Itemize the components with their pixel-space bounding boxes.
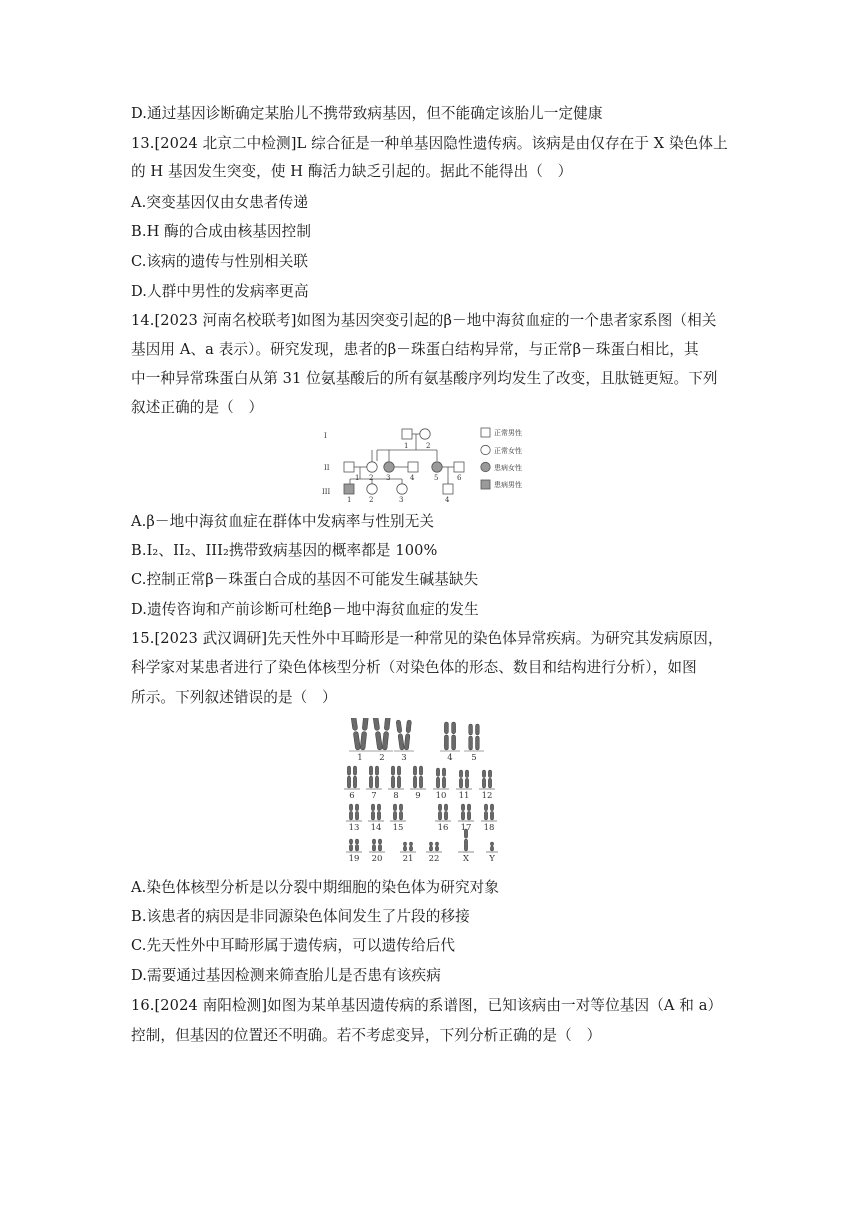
chromosome-number: 15 — [392, 823, 404, 833]
chromosome — [375, 766, 378, 788]
text-line: 控制，但基因的位置还不明确。若不考虑变异，下列分析正确的是（ ） — [131, 1027, 602, 1044]
legend-label: 正常男性 — [494, 429, 522, 437]
question-16-line: 16.[2024 南阳检测]如图为某单基因遗传病的系谱图，已知该病由一对等位基因（A 和 a） — [131, 997, 723, 1014]
chromosome-number: 5 — [471, 753, 477, 763]
text-line: 科学家对某患者进行了染色体核型分析（对染色体的形态、数目和结构进行分析），如图 — [131, 659, 697, 676]
chromosome — [419, 766, 422, 788]
chromosome — [465, 770, 468, 788]
option-c: C.该病的遗传与性别相关联 — [131, 253, 309, 270]
chromosome — [488, 770, 491, 788]
chromosome — [413, 766, 416, 788]
chromosome-number: 13 — [348, 823, 360, 833]
generation-label: III — [322, 488, 331, 496]
chromosome-number: Y — [489, 854, 495, 864]
chromosome — [409, 842, 412, 851]
chromosome — [469, 724, 473, 750]
chromosome — [377, 804, 380, 820]
chromosome — [373, 718, 383, 750]
chromosome-number: 1 — [357, 753, 363, 763]
chromosome-number: 2 — [379, 753, 385, 763]
chromosome — [452, 722, 456, 750]
chromosome — [396, 720, 404, 750]
option-d: D.人群中男性的发病率更高 — [131, 283, 309, 300]
chromosome — [404, 720, 411, 750]
chromosome — [371, 804, 374, 820]
chromosome-number: 19 — [348, 854, 360, 864]
option-d: D.遗传咨询和产前诊断可杜绝β－地中海贫血症的发生 — [131, 601, 479, 618]
text-line: 中一种异常珠蛋白从第 31 位氨基酸后的所有氨基酸序列均发生了改变，且肽链更短。下列 — [131, 370, 718, 387]
chromosome — [429, 842, 432, 851]
legend-label: 患病女性 — [494, 464, 522, 472]
chromosome — [484, 804, 487, 820]
individual-number: 5 — [434, 474, 439, 482]
chromosome — [347, 766, 350, 788]
option-b: B.H 酶的合成由核基因控制 — [131, 223, 312, 240]
option-c: C.控制正常β－珠蛋白合成的基因不可能发生碱基缺失 — [131, 571, 479, 588]
legend-label: 患病男性 — [494, 481, 522, 489]
option-a: A.染色体核型分析是以分裂中期细胞的染色体为研究对象 — [131, 879, 500, 896]
chromosome-number: 16 — [437, 823, 449, 833]
chromosome — [360, 718, 368, 750]
chromosome — [442, 768, 445, 788]
chromosome — [490, 804, 493, 820]
option-b: B.该患者的病因是非同源染色体间发生了片段的移接 — [131, 908, 470, 925]
chromosome — [391, 766, 394, 788]
chromosome-number: 10 — [435, 791, 447, 801]
individual-number: 3 — [399, 496, 404, 502]
chromosome-number: 22 — [428, 854, 440, 864]
option-d: D.需要通过基因检测来筛查胎儿是否患有该疾病 — [131, 967, 441, 984]
option-b: B.I₂、II₂、III₂携带致病基因的概率都是 100% — [131, 542, 438, 559]
option-a: A.β－地中海贫血症在群体中发病率与性别无关 — [131, 513, 435, 530]
chromosome-number: 14 — [370, 823, 382, 833]
text-line: D.通过基因诊断确定某胎儿不携带致病基因，但不能确定该胎儿一定健康 — [131, 105, 603, 122]
individual-number: 4 — [445, 496, 450, 502]
chromosome — [393, 804, 396, 820]
generation-label: II — [324, 464, 330, 472]
chromosome — [355, 804, 358, 820]
chromosome — [369, 766, 372, 788]
individual-number: 1 — [347, 496, 352, 502]
option-c: C.先天性外中耳畸形属于遗传病，可以遗传给后代 — [131, 937, 456, 954]
chromosome-number: 11 — [458, 791, 470, 801]
chromosome — [378, 839, 381, 851]
legend-label: 正常女性 — [494, 447, 522, 455]
chromosome — [444, 804, 447, 820]
chromosome-number: 12 — [481, 791, 493, 801]
individual-number: 1 — [355, 474, 360, 482]
chromosome — [349, 804, 352, 820]
text-line: 基因用 A、a 表示）。研究发现，患者的β－珠蛋白结构异常，与正常β－珠蛋白相比，其 — [131, 341, 699, 358]
generation-label: I — [324, 432, 327, 440]
chromosome — [397, 766, 400, 788]
chromosome — [459, 770, 462, 788]
chromosome-number: 3 — [401, 753, 407, 763]
chromosome-number: 6 — [349, 791, 355, 801]
text-line: 所示。下列叙述错误的是（ ） — [131, 689, 337, 706]
individual-number: 4 — [410, 474, 415, 482]
option-a: A.突变基因仅由女患者传递 — [131, 194, 309, 211]
text-line: 叙述正确的是（ ） — [131, 399, 264, 416]
chromosome — [436, 768, 439, 788]
chromosome — [403, 842, 406, 851]
text-line: 的 H 基因发生突变，使 H 酶活力缺乏引起的。据此不能得出（ ） — [131, 163, 573, 180]
chromosome-number: 9 — [415, 791, 421, 801]
question-15-line: 15.[2023 武汉调研]先天性外中耳畸形是一种常见的染色体异常疾病。为研究其发病原因， — [131, 630, 723, 647]
chromosome — [435, 842, 438, 851]
chromosome-number: 7 — [371, 791, 377, 801]
individual-number: 2 — [369, 474, 374, 482]
chromosome — [353, 766, 356, 788]
chromosome — [355, 839, 358, 851]
chromosome-number: 20 — [371, 854, 383, 864]
question-14-line: 14.[2023 河南名校联考]如图为基因突变引起的β－地中海贫血症的一个患者家系图（相关 — [131, 312, 717, 329]
chromosome — [372, 839, 375, 851]
chromosome-number: 17 — [460, 823, 472, 833]
individual-number: 2 — [369, 496, 374, 502]
chromosome — [490, 842, 493, 851]
chromosome-number: 8 — [393, 791, 399, 801]
chromosome-number: 4 — [447, 753, 453, 763]
chromosome-number: 21 — [402, 854, 414, 864]
individual-number: 2 — [426, 442, 431, 450]
pedigree-figure — [320, 422, 540, 502]
chromosome — [351, 718, 361, 750]
chromosome — [438, 804, 441, 820]
individual-number: 6 — [457, 474, 462, 482]
question-13-line: 13.[2024 北京二中检测]L 综合征是一种单基因隐性遗传病。该病是由仅存在于 X 染色体上 — [131, 135, 728, 152]
chromosome-number: 18 — [483, 823, 495, 833]
karyotype-figure — [340, 718, 520, 870]
chromosome — [461, 804, 464, 820]
chromosome — [467, 804, 470, 820]
individual-number: 3 — [386, 474, 391, 482]
chromosome-number: X — [462, 854, 470, 864]
chromosome — [476, 724, 480, 750]
chromosome — [482, 770, 485, 788]
chromosome — [382, 718, 390, 750]
chromosome — [349, 839, 352, 851]
individual-number: 1 — [404, 442, 409, 450]
chromosome — [399, 804, 402, 820]
chromosome — [444, 722, 448, 750]
